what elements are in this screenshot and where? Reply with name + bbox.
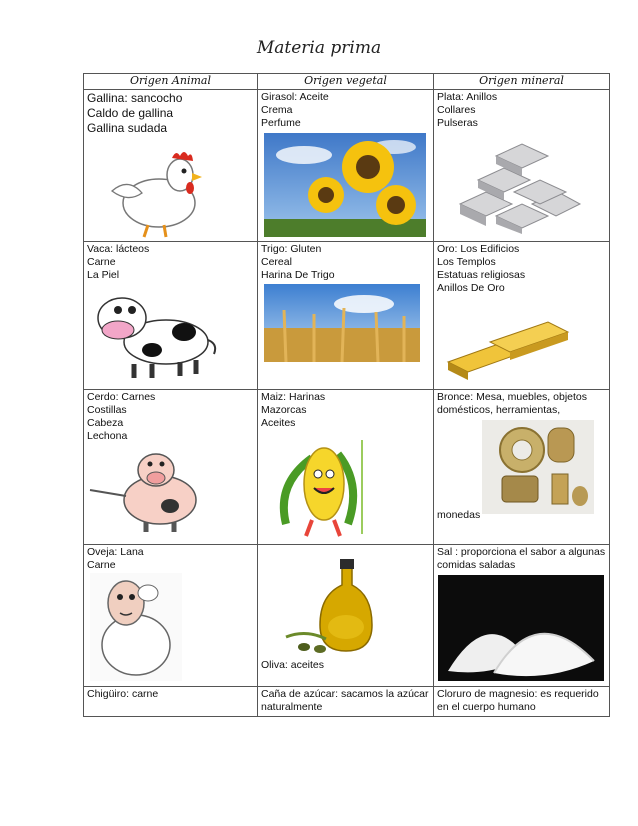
cell-line: monedas — [437, 509, 481, 521]
cell-line: Carne — [87, 559, 116, 571]
pig-illustration — [86, 446, 210, 532]
cell-line: Estatuas religiosas — [437, 269, 526, 281]
cell-mineral — [434, 390, 610, 545]
sheep-illustration — [90, 573, 182, 681]
cow-illustration — [88, 288, 218, 380]
cell-line: Mazorcas — [261, 404, 307, 416]
header-mineral: Origen mineral — [434, 74, 610, 90]
cell-line: Cloruro de magnesio: es requerido en el cuerpo humano — [437, 688, 599, 713]
table-row — [84, 390, 610, 545]
cell-line: Girasol: Aceite — [261, 91, 329, 103]
raw-materials-table — [83, 73, 610, 717]
cell-line: Oliva: aceites — [261, 659, 325, 671]
table-row — [84, 242, 610, 390]
cell-line: Crema — [261, 104, 293, 116]
cell-vegetal — [258, 242, 434, 390]
salt-photo — [438, 575, 604, 681]
cell-line: Aceites — [261, 417, 296, 429]
page-title: Materia prima — [256, 38, 382, 58]
cell-animal — [84, 545, 258, 687]
wheat-field-photo — [264, 284, 420, 362]
table-header-row — [84, 74, 610, 90]
header-animal: Origen Animal — [84, 74, 258, 90]
cell-line: Oro: Los Edificios — [437, 243, 520, 255]
cell-line: Oveja: Lana — [87, 546, 144, 558]
cell-line: Harina De Trigo — [261, 269, 335, 281]
cell-animal — [84, 687, 258, 717]
olive-oil-photo — [280, 557, 400, 657]
cell-line: Trigo: Gluten — [261, 243, 322, 255]
cell-line: Pulseras — [437, 117, 478, 129]
cell-line: Gallina sudada — [87, 121, 168, 135]
table-row — [84, 90, 610, 242]
cell-line: Vaca: lácteos — [87, 243, 150, 255]
cell-line: Bronce: Mesa, muebles, objetos domésticos, herramientas, — [437, 391, 587, 416]
cell-line: Cabeza — [87, 417, 124, 429]
cell-line: Cereal — [261, 256, 292, 268]
cell-line: Lechona — [87, 430, 128, 442]
gold-bars-photo — [444, 308, 572, 380]
cell-vegetal — [258, 687, 434, 717]
hen-illustration — [104, 145, 209, 240]
cell-vegetal — [258, 390, 434, 545]
corn-illustration — [262, 434, 390, 542]
cell-line: Los Templos — [437, 256, 496, 268]
table-row — [84, 687, 610, 717]
cell-mineral — [434, 545, 610, 687]
cell-animal — [84, 90, 258, 242]
cell-line: Perfume — [261, 117, 301, 129]
cell-line: Caña de azúcar: sacamos la azúcar naturalmente — [261, 688, 429, 713]
cell-line: Carne — [87, 256, 116, 268]
cell-line: Caldo de gallina — [87, 106, 174, 120]
cell-line: Collares — [437, 104, 476, 116]
cell-vegetal — [258, 90, 434, 242]
cell-line: Cerdo: Carnes — [87, 391, 156, 403]
cell-animal — [84, 390, 258, 545]
cell-vegetal — [258, 545, 434, 687]
cell-animal — [84, 242, 258, 390]
cell-line: Costillas — [87, 404, 127, 416]
header-vegetal: Origen vegetal — [258, 74, 434, 90]
cell-mineral — [434, 687, 610, 717]
cell-mineral — [434, 90, 610, 242]
table-row — [84, 545, 610, 687]
cell-line: Maiz: Harinas — [261, 391, 326, 403]
cell-line: Plata: Anillos — [437, 91, 498, 103]
cell-line: Gallina: sancocho — [87, 91, 183, 105]
cell-line: Chigüiro: carne — [87, 688, 159, 700]
silver-bars-photo — [456, 134, 584, 234]
cell-line: Anillos De Oro — [437, 282, 505, 294]
cell-line: La Piel — [87, 269, 120, 281]
sunflower-photo — [264, 133, 426, 237]
cell-line: Sal : proporciona el sabor a algunas comidas saladas — [437, 546, 606, 571]
cell-mineral — [434, 242, 610, 390]
bronze-objects-photo — [482, 420, 594, 514]
